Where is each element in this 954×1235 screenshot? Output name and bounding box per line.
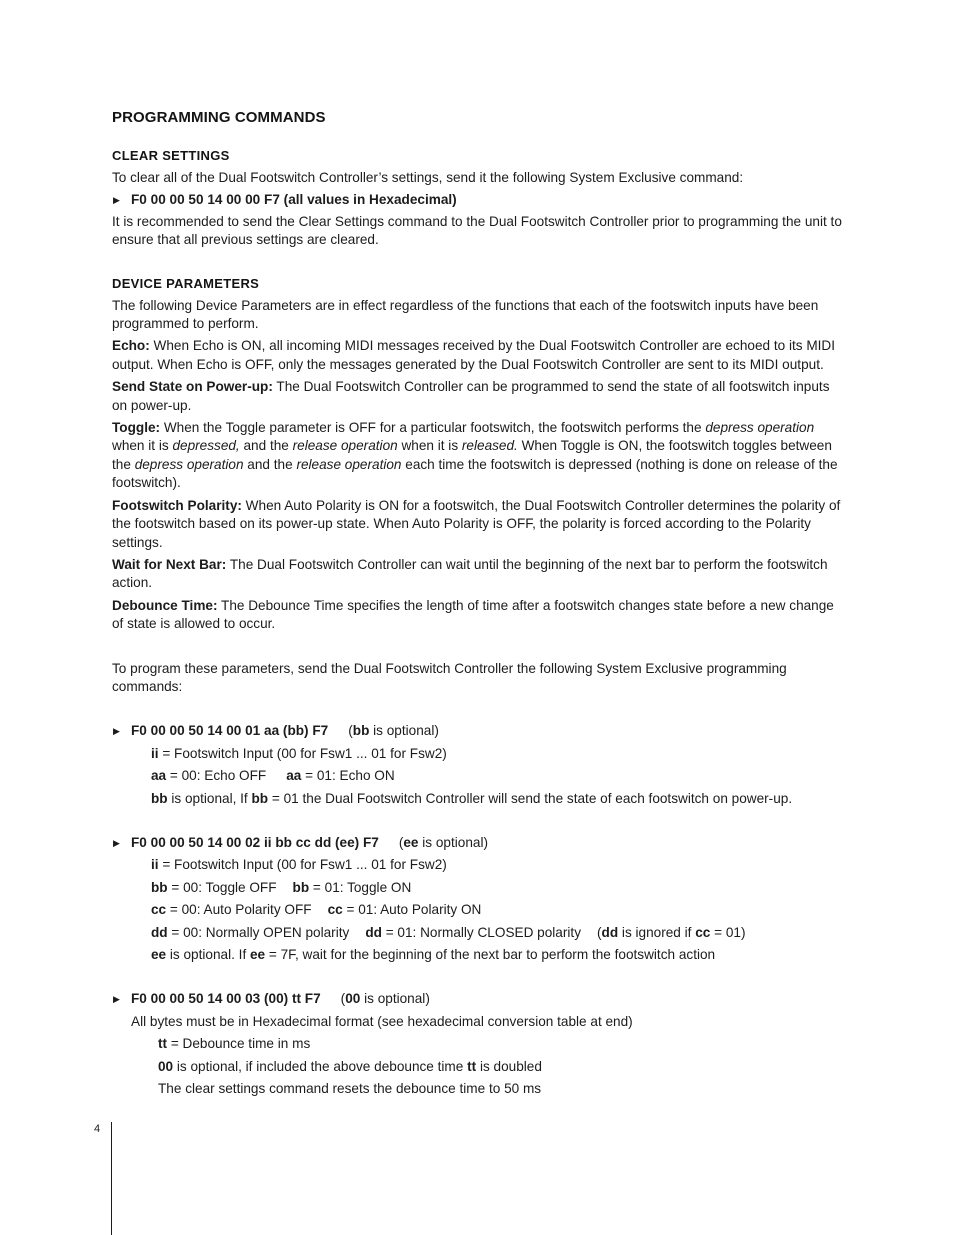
- polarity-label: Footswitch Polarity:: [112, 497, 242, 513]
- device-parameters-heading: DEVICE PARAMETERS: [112, 275, 260, 291]
- clear-intro: To clear all of the Dual Footswitch Controller’s settings, send it the following System Exclusive command:: [112, 170, 744, 185]
- toggle-paragraph: Toggle: When the Toggle parameter is OFF for a particular footswitch, the footswitch performs the depress operation when it is depressed, and the release operation when it is released. When Toggle is ON, the footswitch toggles between the depress operation and the release operation each time the footswitch is depressed (nothing is done on release of the footswitch).: [112, 420, 838, 491]
- command-3-note: All bytes must be in Hexadecimal format (see hexadecimal conversion table at end): [131, 1013, 633, 1029]
- command-1-line-aa: aa = 00: Echo OFF aa = 01: Echo ON: [151, 768, 395, 784]
- margin-rule: [111, 1122, 112, 1235]
- command-1-line-ii: ii = Footswitch Input (00 for Fsw1 ... 01 for Fsw2): [151, 745, 447, 761]
- command-3-line-00: 00 is optional, if included the above debounce time tt is doubled: [158, 1058, 542, 1074]
- command-3-line-tt: tt = Debounce time in ms: [158, 1036, 311, 1052]
- page-number: 4: [94, 1123, 101, 1135]
- clear-settings-heading: CLEAR SETTINGS: [112, 148, 230, 163]
- device-intro: The following Device Parameters are in effect regardless of the functions that each of the footswitch inputs have been programmed to perform.: [112, 297, 819, 332]
- triangle-right-icon: ▶: [113, 726, 120, 737]
- command-2-line-ee: ee is optional. If ee = 7F, wait for the beginning of the next bar to perform the footswitch action: [151, 947, 716, 962]
- clear-command: [112, 191, 846, 209]
- command-1-line-bb: bb is optional, If bb = 01 the Dual Footswitch Controller will send the state of each footswitch on power-up.: [151, 790, 793, 806]
- clear-note: It is recommended to send the Clear Settings command to the Dual Footswitch Controller prior to programming the unit to ensure that all previous settings are cleared.: [112, 213, 842, 248]
- echo-label: Echo:: [112, 338, 150, 354]
- command-2: ▶ F0 00 00 50 14 00 02 ii bb cc dd (ee) F7 (ee is optional): [112, 834, 846, 852]
- wait-next-bar-paragraph: Wait for Next Bar: The Dual Footswitch Controller can wait until the beginning of the next bar to perform the footswitch action.: [112, 556, 828, 591]
- page-title: PROGRAMMING COMMANDS: [112, 109, 326, 126]
- command-2-line-bb: bb = 00: Toggle OFF bb = 01: Toggle ON: [151, 879, 412, 895]
- triangle-right-icon: ▶: [113, 837, 120, 848]
- polarity-paragraph: Footswitch Polarity: When Auto Polarity is ON for a footswitch, the Dual Footswitch Controller determines the polarity of the footswitch based on its power-up state. When Auto Polarity is OFF, the polarity is forced according to the Polarity settings.: [112, 497, 841, 550]
- command-3-line-reset: The clear settings command resets the debounce time to 50 ms: [158, 1081, 542, 1097]
- command-2-line-dd: dd = 00: Normally OPEN polarity dd = 01: Normally CLOSED polarity (dd is ignored if cc = 01): [151, 924, 746, 940]
- command-1: ▶ F0 00 00 50 14 00 01 aa (bb) F7 (bb is optional): [112, 722, 846, 740]
- triangle-right-icon: ▶: [113, 195, 120, 206]
- command-2-line-cc: cc = 00: Auto Polarity OFF cc = 01: Auto Polarity ON: [151, 902, 482, 918]
- debounce-label: Debounce Time:: [112, 597, 218, 613]
- send-state-label: Send State on Power-up:: [112, 379, 273, 395]
- command-3-code: F0 00 00 50 14 00 03 (00) tt F7: [131, 991, 321, 1007]
- clear-command-code: F0 00 00 50 14 00 00 F7 (all values in Hexadecimal): [131, 192, 457, 208]
- command-2-code: F0 00 00 50 14 00 02 ii bb cc dd (ee) F7: [131, 834, 379, 850]
- send-state-paragraph: Send State on Power-up: The Dual Footswitch Controller can be programmed to send the state of all footswitch inputs on power-up.: [112, 379, 830, 413]
- command-2-line-ii: ii = Footswitch Input (00 for Fsw1 ... 01 for Fsw2): [151, 857, 447, 873]
- wait-next-bar-label: Wait for Next Bar:: [112, 556, 227, 572]
- command-1-code: F0 00 00 50 14 00 01 aa (bb) F7: [131, 723, 329, 739]
- triangle-right-icon: ▶: [113, 994, 120, 1005]
- program-intro: To program these parameters, send the Dual Footswitch Controller the following System Exclusive programming commands:: [112, 660, 787, 694]
- command-3: ▶ F0 00 00 50 14 00 03 (00) tt F7 (00 is optional): [112, 990, 846, 1008]
- echo-paragraph: Echo: When Echo is ON, all incoming MIDI messages received by the Dual Footswitch Controller are echoed to its MIDI output. When Echo is OFF, only the messages generated by the Dual Footswitch Controller are sent to its MIDI output.: [112, 338, 836, 372]
- manual-page: [112, 108, 846, 1098]
- toggle-label: Toggle:: [112, 420, 161, 436]
- debounce-paragraph: Debounce Time: The Debounce Time specifies the length of time after a footswitch changes state before a new change of state is allowed to occur.: [112, 597, 834, 632]
